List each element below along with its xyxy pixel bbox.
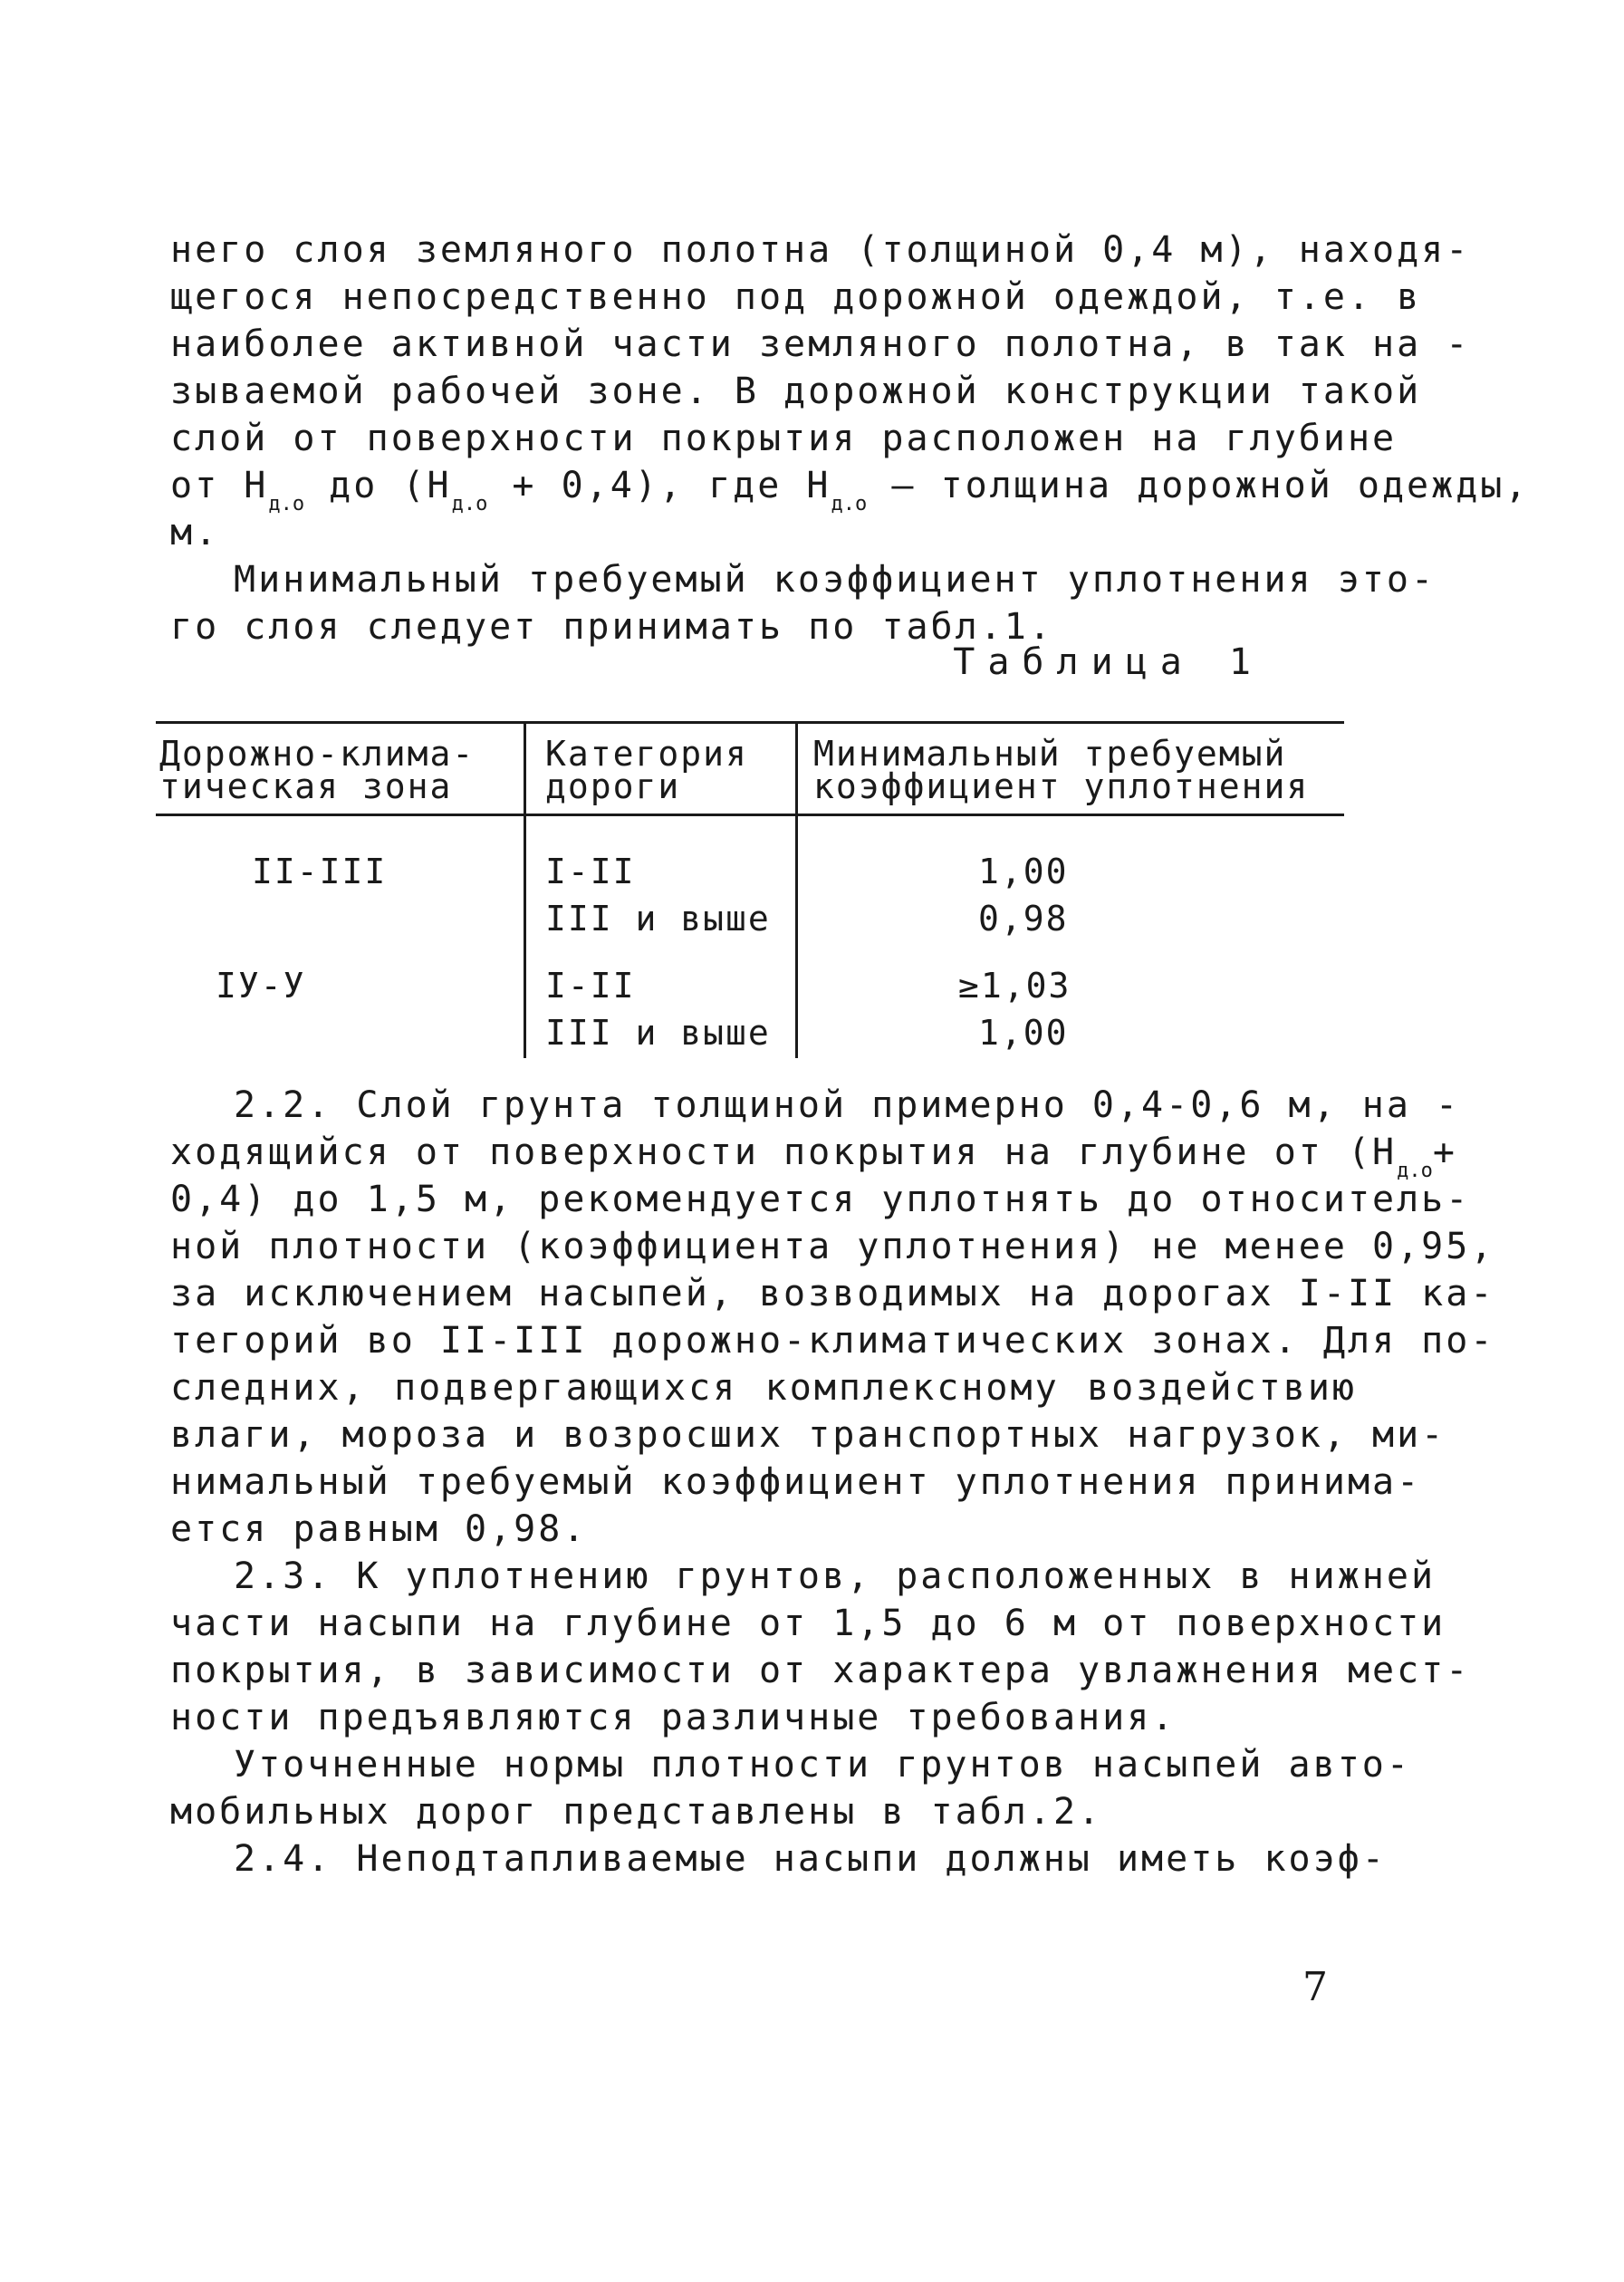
table-header-cell: Категория <box>545 734 748 774</box>
table-cell-category: I-II <box>545 966 636 1006</box>
text-line: ется равным 0,98. <box>170 1508 588 1550</box>
table-header-cell: коэффициент уплотнения <box>813 766 1310 806</box>
text-line: го слоя следует принимать по табл.1. <box>170 606 1053 648</box>
table-cell-category: III и выше <box>545 899 771 939</box>
text-line: м. <box>170 512 220 554</box>
table-cell-zone: II-III <box>252 852 388 891</box>
text-line-formula <box>170 462 1530 515</box>
table-cell-coefficient: ≥1,03 <box>958 966 1071 1006</box>
table-cell-zone: IУ-У <box>216 966 306 1006</box>
table-column-divider <box>795 721 798 1058</box>
table-header-rule <box>156 814 1344 816</box>
text-line: 0,4) до 1,5 м, рекомендуется уплотнять до относитель- <box>170 1179 1471 1220</box>
text-line: тегорий во II-III дорожно-климатических зонах. Для по- <box>170 1320 1495 1362</box>
text-fragment: от H <box>170 465 269 506</box>
page-number: 7 <box>1302 1964 1328 2010</box>
subscript: д.о <box>268 493 305 515</box>
text-line: 2.2. Слой грунта толщиной примерно 0,4-0,6 м, на - <box>234 1084 1461 1126</box>
table-cell-coefficient: 0,98 <box>978 899 1069 939</box>
text-line: ности предъявляются различные требования. <box>170 1697 1177 1738</box>
text-line: слой от поверхности покрытия расположен на глубине <box>170 418 1398 459</box>
text-line: него слоя земляного полотна (толщиной 0,4 м), находя- <box>170 229 1471 271</box>
text-line: Минимальный требуемый коэффициент уплотнения это- <box>234 559 1437 601</box>
text-line: зываемой рабочей зоне. В дорожной конструкции такой <box>170 371 1422 412</box>
table-header-cell: тическая зона <box>159 766 453 806</box>
text-fragment: – толщина дорожной одежды, <box>867 465 1530 506</box>
table-cell-category: III и выше <box>545 1013 771 1053</box>
text-line: мобильных дорог представлены в табл.2. <box>170 1791 1103 1833</box>
text-fragment: ходящийся от поверхности покрытия на глубине от (H <box>170 1131 1398 1173</box>
text-line: следних, подвергающихся комплексному воздействию <box>170 1367 1357 1409</box>
text-line: Уточненные нормы плотности грунтов насыпей авто- <box>234 1744 1411 1786</box>
text-line: за исключением насыпей, возводимых на дорогах I-II ка- <box>170 1273 1495 1314</box>
table-cell-coefficient: 1,00 <box>978 852 1069 891</box>
table-header-cell: Дорожно-клима- <box>159 734 476 774</box>
text-fragment: + <box>1432 1131 1457 1173</box>
table-header-cell: дороги <box>545 766 681 806</box>
subscript: д.о <box>831 493 868 515</box>
table-column-divider <box>524 721 526 1058</box>
text-fragment: до (H <box>304 465 452 506</box>
text-line: нимальный требуемый коэффициент уплотнения принима- <box>170 1461 1422 1503</box>
table-caption: Таблица 1 <box>953 641 1264 683</box>
text-line: ной плотности (коэффициента уплотнения) не менее 0,95, <box>170 1226 1495 1267</box>
text-line: наиболее активной части земляного полотна, в так на - <box>170 323 1471 365</box>
text-fragment: + 0,4), где H <box>487 465 831 506</box>
subscript: д.о <box>1397 1160 1433 1182</box>
text-line: щегося непосредственно под дорожной одеждой, т.е. в <box>170 276 1422 318</box>
table-cell-coefficient: 1,00 <box>978 1013 1069 1053</box>
text-line: части насыпи на глубине от 1,5 до 6 м от поверхности <box>170 1603 1446 1644</box>
table-top-rule <box>156 721 1344 724</box>
text-line: 2.3. К уплотнению грунтов, расположенных в нижней <box>234 1555 1437 1597</box>
text-line: влаги, мороза и возросших транспортных нагрузок, ми- <box>170 1414 1446 1456</box>
table-cell-category: I-II <box>545 852 636 891</box>
text-line: покрытия, в зависимости от характера увлажнения мест- <box>170 1650 1471 1691</box>
text-line: 2.4. Неподтапливаемые насыпи должны иметь коэф- <box>234 1838 1387 1880</box>
text-line-formula <box>170 1129 1457 1182</box>
subscript: д.о <box>451 493 488 515</box>
table-header-cell: Минимальный требуемый <box>813 734 1287 774</box>
